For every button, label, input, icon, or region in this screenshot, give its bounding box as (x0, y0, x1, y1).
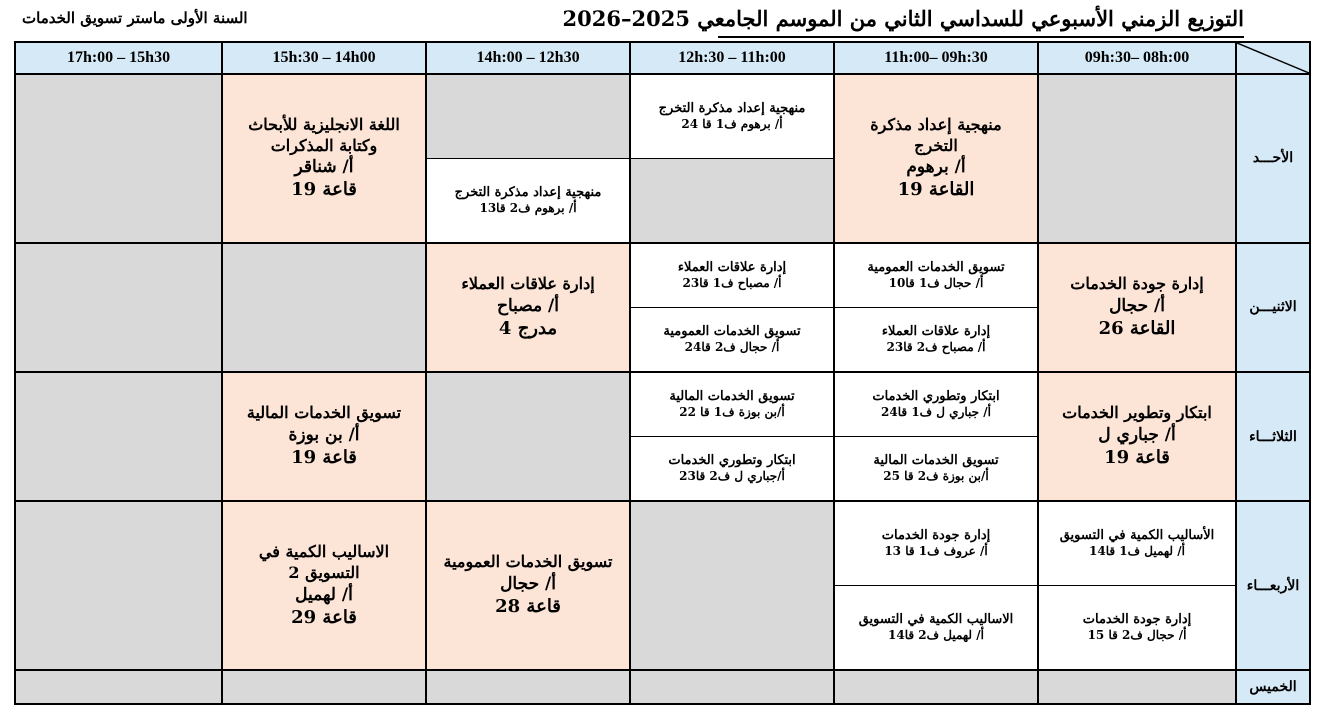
group-course-title: تسويق الخدمات العمومية (867, 259, 1005, 275)
title-underline (718, 36, 1244, 38)
time-header-3: 12h:30 – 11h:00 (630, 42, 834, 74)
group-session (835, 502, 1037, 585)
group-course-title: تسويق الخدمات المالية (873, 453, 999, 469)
time-header-6: 17h:00 – 15h30 (15, 42, 222, 74)
session-cell (222, 372, 426, 501)
split-session-cell (630, 243, 834, 372)
session-cell (222, 74, 426, 243)
group-session (631, 307, 833, 371)
group-session (835, 373, 1037, 436)
empty-slot (15, 670, 222, 704)
group-session (631, 436, 833, 500)
course-title: منهجية إعداد مذكرة (870, 114, 1002, 134)
empty-slot (834, 670, 1038, 704)
day-label-thursday: الخميس (1236, 670, 1310, 704)
course-room: القاعة 19 (897, 179, 975, 201)
course-teacher: أ/ مصباح (497, 295, 559, 316)
course-room: قاعة 29 (291, 606, 357, 628)
group-course-detail: أ/ جباري ل ف1 قا24 (881, 405, 991, 420)
header-row (15, 42, 1310, 74)
day-row-wednesday (15, 501, 1310, 670)
group-course-detail: أ/بن بوزة ف1 قا 22 (679, 405, 785, 420)
day-label-monday: الاثنيـــن (1236, 243, 1310, 372)
group-course-title: إدارة علاقات العملاء (677, 259, 787, 275)
time-header-2: 11h:00– 09h:30 (834, 42, 1038, 74)
course-teacher: أ/ بن بوزة (288, 425, 360, 446)
course-teacher: أ/ جباري ل (1098, 425, 1176, 446)
empty-slot (630, 501, 834, 670)
course-title-cont: التخرج (914, 135, 958, 155)
day-label-wednesday: الأربعـــاء (1236, 501, 1310, 670)
empty-slot (1038, 670, 1236, 704)
split-session-cell (834, 243, 1038, 372)
group-course-title: ابتكار وتطوري الخدمات (668, 453, 796, 469)
course-title: إدارة علاقات العملاء (461, 274, 595, 294)
session-cell (426, 243, 630, 372)
split-session-cell (834, 501, 1038, 670)
course-room: مدرج 4 (498, 318, 558, 340)
group-course-detail: أ/ لهميل ف2 قا14 (888, 628, 984, 643)
group-session (1039, 585, 1235, 669)
course-teacher: أ/ برهوم (906, 157, 966, 178)
day-row-tuesday (15, 372, 1310, 501)
course-room: قاعة 19 (291, 179, 357, 201)
course-teacher: أ/ حجال (1109, 295, 1165, 316)
group-course-detail: أ/ لهميل ف1 قا14 (1089, 544, 1185, 559)
course-teacher: أ/ حجال (500, 574, 556, 595)
group-session (835, 307, 1037, 371)
timetable (14, 41, 1311, 705)
group-course-detail: أ/ برهوم ف1 قا 24 (681, 117, 783, 132)
split-session-cell (1038, 501, 1236, 670)
course-teacher: أ/ لهميل (295, 584, 353, 605)
course-room: قاعة 19 (291, 447, 357, 469)
empty-slot (426, 372, 630, 501)
day-row-sunday (15, 74, 1310, 243)
session-cell (222, 501, 426, 670)
empty-half-slot (631, 158, 833, 242)
page-title: التوزيع الزمني الأسبوعي للسداسي الثاني من الموسم الجامعي 2025–2026 (562, 6, 1244, 31)
course-title: اللغة الانجليزية للأبحاث (248, 114, 400, 134)
course-title: تسويق الخدمات المالية (246, 403, 402, 423)
group-course-title: الاساليب الكمية في التسويق (858, 611, 1014, 627)
group-course-title: إدارة علاقات العملاء (881, 323, 991, 339)
time-header-1: 09h:30– 08h:00 (1038, 42, 1236, 74)
session-cell (1038, 243, 1236, 372)
course-room: القاعة 26 (1098, 318, 1176, 340)
program-subtitle: السنة الأولى ماستر تسويق الخدمات (22, 9, 248, 27)
empty-slot (426, 670, 630, 704)
group-course-detail: أ/ مصباح ف2 قا23 (886, 339, 986, 354)
group-course-detail: أ/ مصباح ف1 قا23 (682, 275, 782, 290)
split-session-cell (834, 372, 1038, 501)
group-session (631, 244, 833, 307)
group-course-title: الأساليب الكمية في التسويق (1059, 528, 1215, 543)
time-header-4: 14h:00 – 12h30 (426, 42, 630, 74)
group-session (631, 373, 833, 436)
empty-slot (15, 74, 222, 243)
group-course-title: إدارة جودة الخدمات (1082, 611, 1192, 627)
empty-half-slot (427, 75, 629, 158)
group-session (427, 158, 629, 242)
empty-slot (15, 243, 222, 372)
session-cell (834, 74, 1038, 243)
course-room: قاعة 19 (1104, 447, 1170, 469)
group-course-title: ابتكار وتطوري الخدمات (872, 388, 1000, 404)
time-header-5: 15h:30 – 14h00 (222, 42, 426, 74)
group-course-detail: أ/ حجال ف2 قا 15 (1087, 628, 1187, 643)
course-title-cont: وكتابة المذكرات (270, 135, 378, 155)
empty-slot (222, 670, 426, 704)
group-course-title: تسويق الخدمات العمومية (663, 323, 801, 339)
group-course-title: إدارة جودة الخدمات (881, 528, 991, 543)
course-title: إدارة جودة الخدمات (1070, 274, 1204, 294)
session-cell (426, 501, 630, 670)
group-course-detail: أ/ حجال ف1 قا10 (888, 275, 984, 290)
course-title: تسويق الخدمات العمومية (443, 552, 613, 572)
group-session (835, 585, 1037, 669)
group-course-title: تسويق الخدمات المالية (669, 388, 795, 404)
course-teacher: أ/ شناقر (294, 157, 354, 178)
group-course-detail: أ/بن بوزة ف2 قا 25 (883, 469, 989, 484)
group-course-detail: أ/ برهوم ف2 قا13 (479, 200, 577, 215)
group-session (835, 244, 1037, 307)
course-room: قاعة 28 (495, 596, 561, 618)
corner-cell (1236, 42, 1310, 74)
empty-slot (15, 372, 222, 501)
group-course-title: منهجية إعداد مذكرة التخرج (454, 184, 602, 200)
group-course-detail: أ/ حجال ف2 قا24 (684, 339, 780, 354)
split-session-cell (630, 372, 834, 501)
group-session (1039, 502, 1235, 585)
empty-slot (15, 501, 222, 670)
split-session-cell (426, 74, 630, 243)
group-session (631, 75, 833, 158)
group-course-detail: أ/جباري ل ف2 قا23 (679, 469, 785, 484)
course-title-cont: التسويق 2 (288, 562, 360, 582)
session-cell (1038, 372, 1236, 501)
course-title: الاساليب الكمية في (258, 542, 390, 561)
group-course-detail: أ/ عروف ف1 قا 13 (884, 544, 988, 559)
day-row-thursday (15, 670, 1310, 704)
day-label-sunday: الأحـــد (1236, 74, 1310, 243)
day-row-monday (15, 243, 1310, 372)
course-title: ابتكار وتطوير الخدمات (1062, 403, 1212, 423)
empty-slot (222, 243, 426, 372)
split-session-cell (630, 74, 834, 243)
empty-slot (1038, 74, 1236, 243)
day-label-tuesday: الثلاثـــاء (1236, 372, 1310, 501)
group-session (835, 436, 1037, 500)
empty-slot (630, 670, 834, 704)
group-course-title: منهجية إعداد مذكرة التخرج (658, 100, 806, 116)
